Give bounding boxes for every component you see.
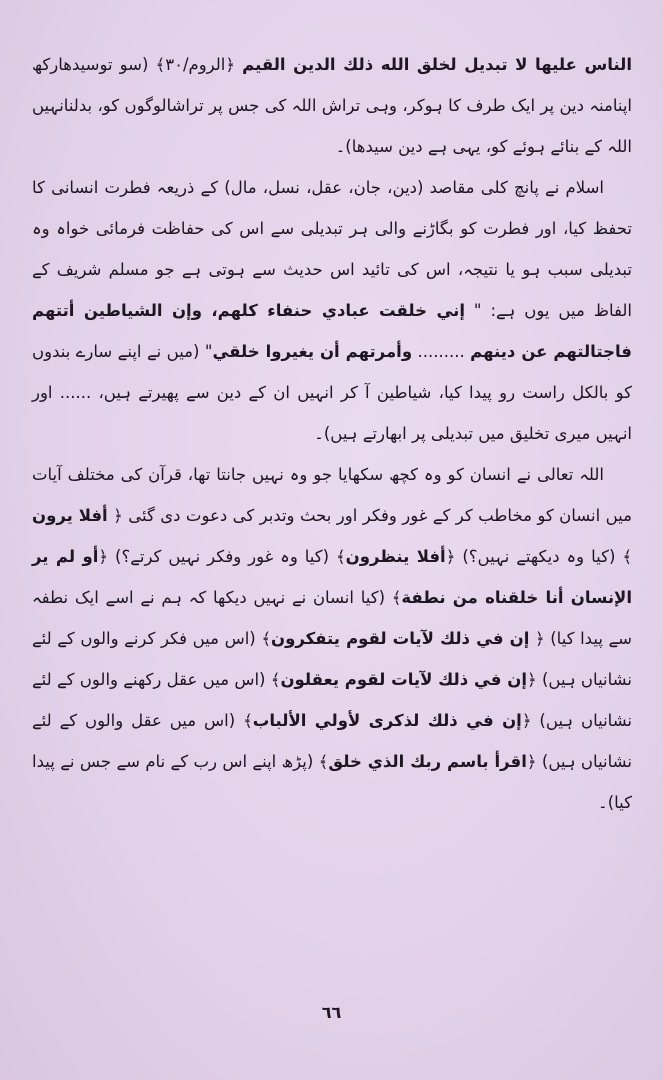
arabic-quote: إن في ذلك لآيات لقوم يعقلون <box>280 670 528 689</box>
urdu-text: اسلام نے پانچ کلی مقاصد (دین، جان، عقل، نسل، مال) کے ذریعہ فطرت انسانی کا تحفظ کیا، اور فطرت کو بگاڑنے والی ہر تبدیلی سے اس کی حفاظت فرمائی خواہ وہ تبدیلی سبب ہو یا نتیجہ، اس کی تائید اس حدیث سے ہوتی ہے جو مسلم شریف کے الفاظ میں یوں ہے: " <box>32 178 632 320</box>
urdu-text: ﴾ (کیا وہ دیکھتے نہیں؟) ﴿ <box>445 547 632 566</box>
urdu-text: ﴾ (کیا انسان نے نہیں دیکھا کہ ہم نے اسے ایک نطفہ سے پیدا کیا) ﴿ <box>32 588 632 648</box>
arabic-quote: إن في ذلك لذكرى لأولي الألباب <box>252 711 522 730</box>
urdu-text: ﴾ (اس میں عقل رکھنے والوں کے لئے نشانیاں ہیں) ﴿ <box>32 670 633 730</box>
arabic-quote: أفلا يرون <box>32 506 108 525</box>
page-number: ٦٦ <box>321 1003 342 1022</box>
urdu-text: ......... <box>412 342 471 361</box>
body-text <box>32 44 632 823</box>
arabic-quote: إني خلقت عبادي حنفاء كلهم، وإن الشياطين أتتهم فاجتالتهم عن دينهم <box>32 301 632 361</box>
urdu-text: ﴿ <box>107 506 123 525</box>
paragraph <box>32 454 632 823</box>
urdu-text: ﴾ (کیا وہ غور وفکر نہیں کرتے؟) ﴿ <box>98 547 346 566</box>
arabic-quote: أو لم ير الإنسان أنا خلقناه من نطفة <box>32 547 632 607</box>
arabic-quote: إن في ذلك لآيات لقوم يتفكرون <box>270 629 530 648</box>
urdu-text: (سو توسیدھارکھ اپنامنہ دین پر ایک طرف کا ہوکر، وہی تراش اللہ کی جس پر تراشالوگوں کو، بدلنانہیں اللہ کے بنائے ہوئے کو، یہی ہے دین سیدھا)۔ <box>32 55 632 156</box>
urdu-text: ﴿الروم/٣٠﴾ <box>148 55 243 74</box>
urdu-text: ﴾ (اس میں فکر کرنے والوں کے لئے نشانیاں ہیں) ﴿ <box>32 629 632 689</box>
urdu-text: ﴾ (پڑھ اپنے اس رب کے نام سے جس نے پیدا کیا)۔ <box>32 752 632 812</box>
arabic-quote: وأمرتهم أن يغيروا خلقي <box>212 342 413 361</box>
urdu-text: " (میں نے اپنے سارے بندوں کو بالکل راست رو پیدا کیا، شیاطین آ کر انہیں ان کے دین سے پھیرتے ہیں، ...... اور انہیں میری تخلیق میں تبدیلی پر ابھارتے ہیں)۔ <box>32 342 632 443</box>
arabic-quote: الناس عليها لا تبديل لخلق الله ذلك الدين القيم <box>242 55 633 74</box>
urdu-text: ﴾ (اس میں عقل والوں کے لئے نشانیاں ہیں) ﴿ <box>32 711 632 771</box>
urdu-text: اللہ تعالی نے انسان کو وہ کچھ سکھایا جو وہ نہیں جانتا تھا، قرآن کی مختلف آیات میں انسان کو مخاطب کر کے غور وفکر اور بحث وتدبر کی دعوت دی گئی <box>32 465 633 525</box>
arabic-quote: أفلا ينظرون <box>345 547 446 566</box>
paragraph <box>32 44 632 167</box>
arabic-quote: اقرأ باسم ربك الذي خلق <box>328 752 527 771</box>
paragraph <box>32 167 632 454</box>
